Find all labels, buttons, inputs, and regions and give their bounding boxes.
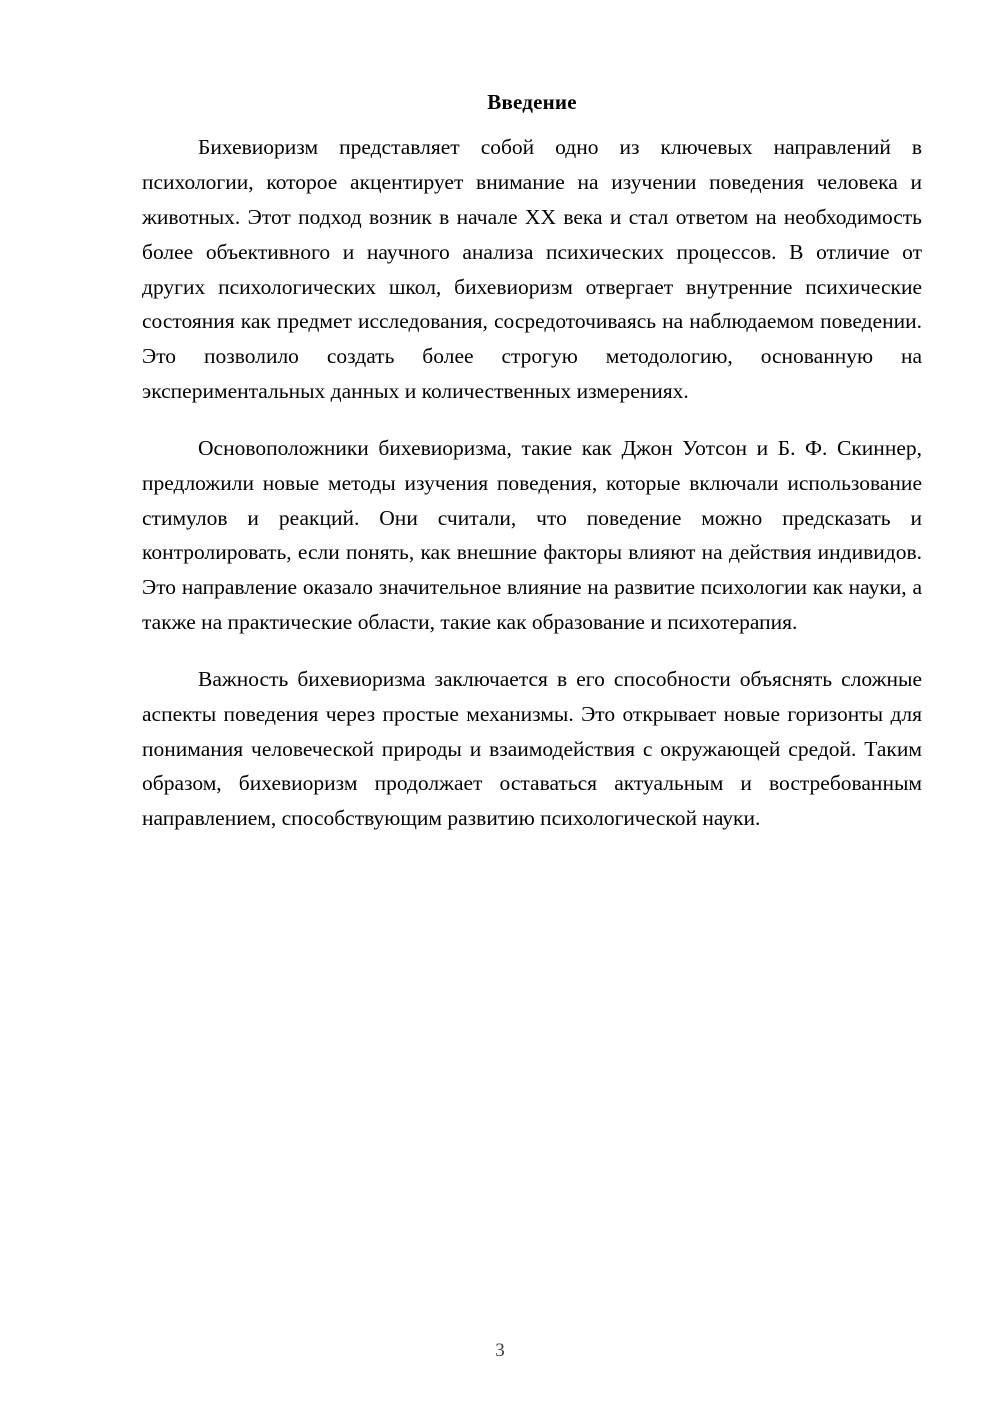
paragraph-3: Важность бихевиоризма заключается в его способности объяснять сложные аспекты поведения через простые механизмы. Это открывает новые горизонты для понимания человеческой природы и взаимодействия с окружающей средой. Таким образом, бихевиоризм продолжает оставаться актуальным и востребованным направлением, способствующим развитию психологической науки. [142, 666, 922, 831]
page-number: 3 [495, 1340, 505, 1361]
paragraph-2: Основоположники бихевиоризма, такие как Джон Уотсон и Б. Ф. Скиннер, предложили новые методы изучения поведения, которые включали использование стимулов и реакций. Они считали, что поведение можно предсказать и контролировать, если понять, как внешние факторы влияют на действия индивидов. Это направление оказало значительное влияние на развитие психологии как науки, а также на практические области, такие как образование и психотерапия. [142, 435, 922, 635]
paragraph-1: Бихевиоризм представляет собой одно из ключевых направлений в психологии, которое акцентирует внимание на изучении поведения человека и животных. Этот подход возник в начале XX века и стал ответом на необходимость более объективного и научного анализа психических процессов. В отличие от других психологических школ, бихевиоризм отвергает внутренние психические состояния как предмет исследования, сосредоточиваясь на наблюдаемом поведении. Это позволило создать более строгую методологию, основанную на экспериментальных данных и количественных измерениях. [142, 135, 922, 404]
page-title: Введение [487, 90, 577, 114]
